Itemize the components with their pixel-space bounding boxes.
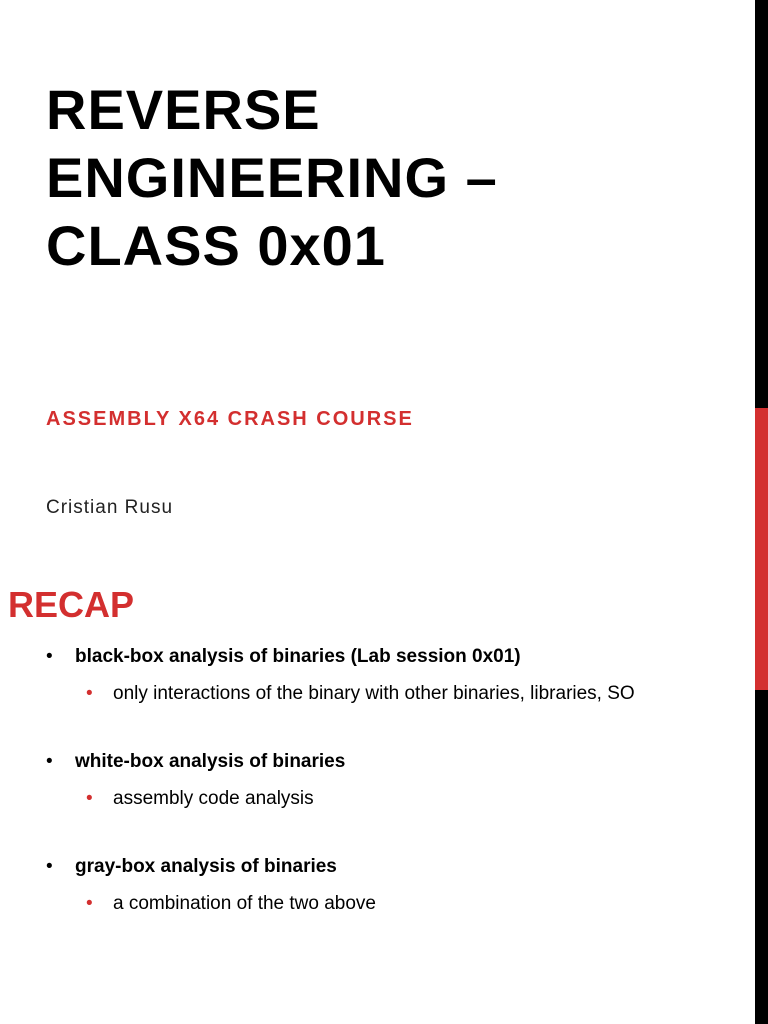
sub-bullet-marker: • (86, 683, 93, 704)
sub-bullet-marker: • (86, 893, 93, 914)
title-line-1: REVERSE (46, 78, 321, 141)
title-line-2: ENGINEERING – (46, 146, 498, 209)
recap-subitem-text: only interactions of the binary with other binaries, libraries, SO (113, 683, 635, 704)
title-line-3: CLASS 0x01 (46, 214, 386, 277)
recap-item-text: black-box analysis of binaries (Lab session 0x01) (75, 646, 521, 667)
recap-item-text: gray-box analysis of binaries (75, 856, 337, 877)
slide-title (46, 76, 726, 280)
sidebar-red-accent (755, 408, 768, 690)
author-name: Cristian Rusu (46, 497, 174, 518)
bullet-marker: • (46, 856, 53, 877)
bullet-marker: • (46, 751, 53, 772)
sub-bullet-marker: • (86, 788, 93, 809)
recap-subitem-text: a combination of the two above (113, 893, 377, 914)
slide-subtitle: ASSEMBLY X64 CRASH COURSE (46, 408, 414, 430)
recap-item-text: white-box analysis of binaries (75, 751, 346, 772)
recap-subitem-text: assembly code analysis (113, 788, 314, 809)
bullet-marker: • (46, 646, 53, 667)
recap-heading: RECAP (8, 584, 135, 625)
